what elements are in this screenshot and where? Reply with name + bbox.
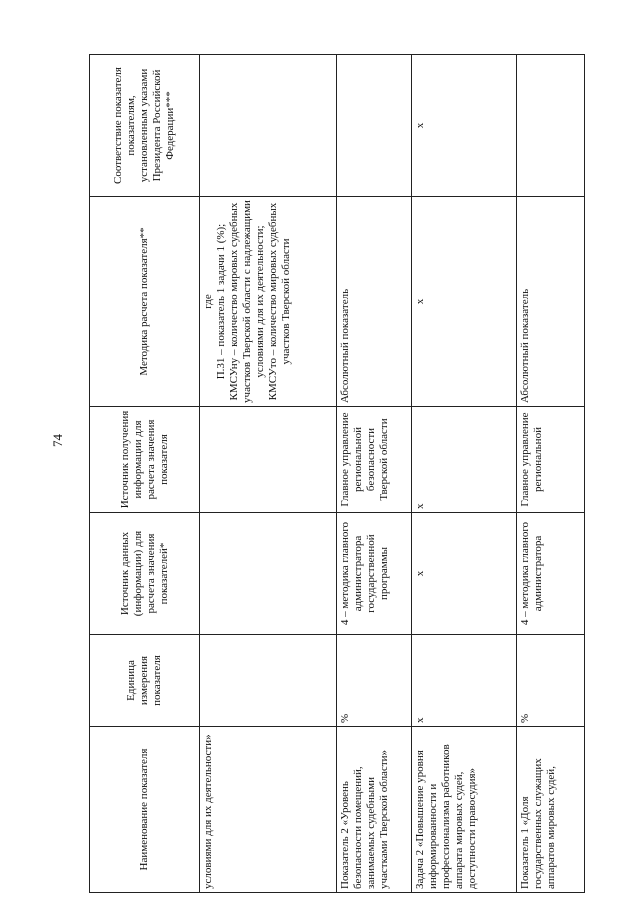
- header-data-source: Источник данных (информации) для расчета значения показателей*: [90, 513, 200, 635]
- cell-name: Показатель 2 «Уровень безопасности помещений, занимаемых судебными участками Тверской области»: [337, 727, 412, 893]
- cell-data-source: 4 – методика главного администратора государственной программы: [337, 513, 412, 635]
- header-info-source: Источник получения информации для расчета значения показателя: [90, 407, 200, 513]
- cell-method: х: [412, 197, 517, 407]
- table-row: [412, 55, 517, 893]
- indicator-table-sheet: [89, 55, 584, 893]
- header-decree: Соответствие показателя показателям, установленным указами Президента Российской Федерации***: [90, 55, 200, 197]
- page-number: 74: [50, 434, 65, 447]
- cell-method: Абсолютный показатель: [337, 197, 412, 407]
- cell-data-source: х: [412, 513, 517, 635]
- table-header-row: [90, 55, 200, 893]
- table-row: [337, 55, 412, 893]
- cell-unit: %: [517, 635, 585, 727]
- cell-info-source: Главное управление региональной: [517, 407, 585, 513]
- header-name: Наименование показателя: [90, 727, 200, 893]
- cell-unit: %: [337, 635, 412, 727]
- cell-data-source: 4 – методика главного администратора: [517, 513, 585, 635]
- cell-method: Абсолютный показатель: [517, 197, 585, 407]
- cell-name: Показатель 1 «Доля государственных служащих аппаратов мировых судей,: [517, 727, 585, 893]
- cell-decree: [337, 55, 412, 197]
- cell-name: условиями для их деятельности»: [200, 727, 337, 893]
- cell-info-source: х: [412, 407, 517, 513]
- cell-method: где П.31 – показатель 1 задачи 1 (%); КМСУну – количество мировых судебных участков Тверской области с надлежащими условиями для их деятельности; КМСУто – количество мировых судебных участков Тверской области: [200, 197, 337, 407]
- cell-decree: [200, 55, 337, 197]
- indicator-table: [89, 54, 585, 893]
- table-row: [200, 55, 337, 893]
- header-method: Методика расчета показателя**: [90, 197, 200, 407]
- table-row: [517, 55, 585, 893]
- cell-unit: х: [412, 635, 517, 727]
- cell-info-source: [200, 407, 337, 513]
- cell-decree: х: [412, 55, 517, 197]
- cell-info-source: Главное управление региональной безопасности Тверской области: [337, 407, 412, 513]
- cell-decree: [517, 55, 585, 197]
- header-unit: Единица измерения показателя: [90, 635, 200, 727]
- cell-unit: [200, 635, 337, 727]
- cell-name: Задача 2 «Повышение уровня информированности и профессионализма работников аппарата мировых судей, доступности правосудия»: [412, 727, 517, 893]
- cell-data-source: [200, 513, 337, 635]
